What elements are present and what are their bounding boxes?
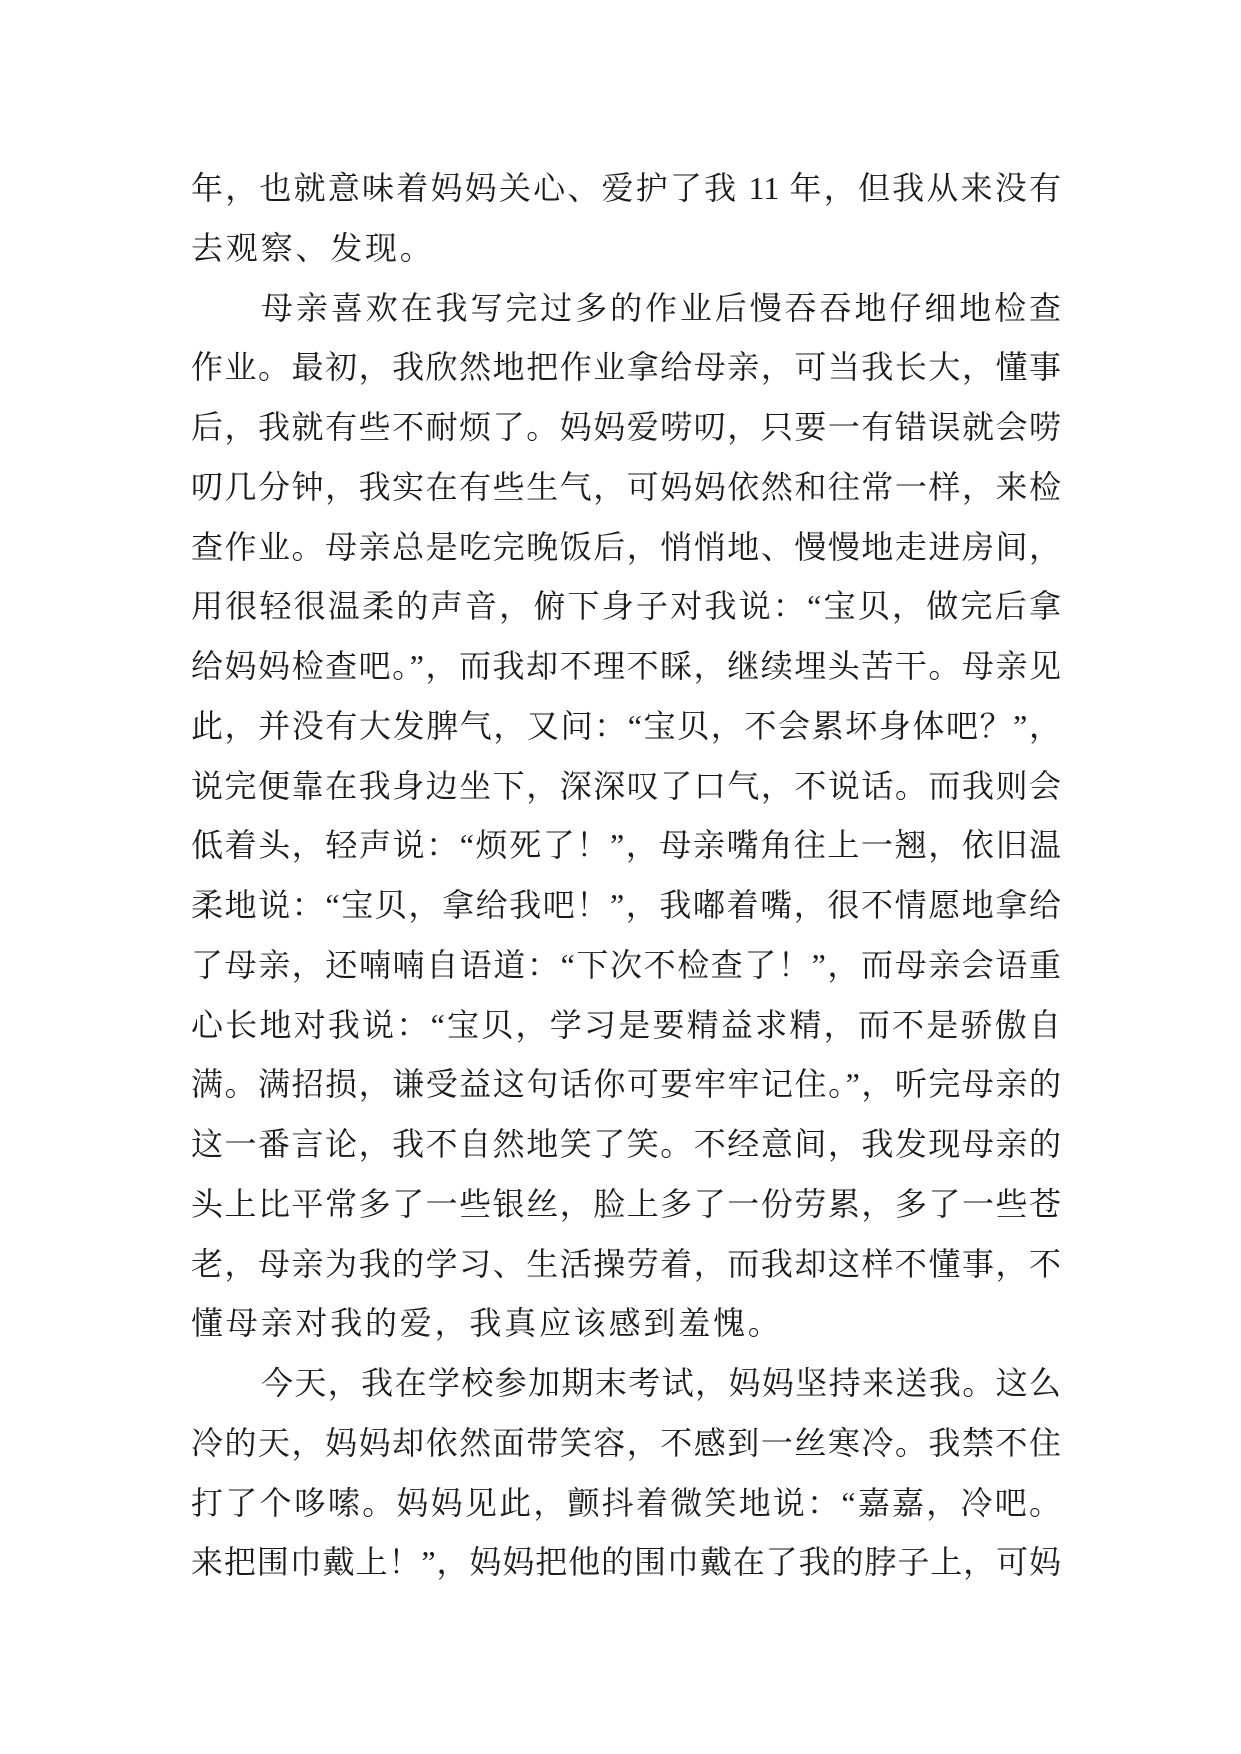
- text-line: 后，我就有些不耐烦了。妈妈爱唠叨，只要一有错误就会唠: [191, 409, 1061, 445]
- text-line: 了母亲，还喃喃自语道：“下次不检查了！”，而母亲会语重: [191, 946, 1061, 983]
- text-line: 老，母亲为我的学习、生活操劳着，而我却这样不懂事，不: [191, 1245, 1061, 1282]
- text-line: 年，也就意味着妈妈关心、爱护了我 11 年，但我从来没有: [191, 170, 1061, 206]
- text-line: 去观察、发现。: [191, 229, 435, 266]
- text-line: 满。满招损，谦受益这句话你可要牢牢记住。”，听完母亲的: [191, 1066, 1061, 1103]
- text-line: 来把围巾戴上！”，妈妈把他的围巾戴在了我的脖子上，可妈: [191, 1544, 1061, 1581]
- text-line: 柔地说：“宝贝，拿给我吧！”，我嘟着嘴，很不情愿地拿给: [191, 887, 1061, 923]
- text-line: 叨几分钟，我实在有些生气，可妈妈依然和往常一样，来检: [191, 468, 1061, 505]
- text-line: 头上比平常多了一些银丝，脸上多了一份劳累，多了一些苍: [191, 1185, 1061, 1222]
- text-line: 母亲喜欢在我写完过多的作业后慢吞吞地仔细地检查: [261, 289, 1061, 326]
- text-line: 作业。最初，我欣然地把作业拿给母亲，可当我长大，懂事: [191, 349, 1061, 386]
- text-line: 心长地对我说：“宝贝，学习是要精益求精，而不是骄傲自: [191, 1006, 1061, 1043]
- text-line: 打了个哆嗦。妈妈见此，颤抖着微笑地说：“嘉嘉，冷吧。: [191, 1484, 1061, 1521]
- text-line: 给妈妈检查吧。”，而我却不理不睬，继续埋头苦干。母亲见: [191, 648, 1061, 684]
- document-body: [191, 159, 1061, 1593]
- paragraph: [191, 159, 1061, 279]
- text-line: 这一番言论，我不自然地笑了笑。不经意间，我发现母亲的: [191, 1126, 1061, 1162]
- text-line: 低着头，轻声说：“烦死了！”，母亲嘴角往上一翘，依旧温: [191, 827, 1061, 864]
- paragraph: [191, 1354, 1061, 1593]
- paragraph: [191, 279, 1061, 1355]
- text-line: 冷的天，妈妈却依然面带笑容，不感到一丝寒冷。我禁不住: [191, 1424, 1061, 1461]
- text-line: 查作业。母亲总是吃完晚饭后，悄悄地、慢慢地走进房间，: [191, 528, 1061, 565]
- text-line: 说完便靠在我身边坐下，深深叹了口气，不说话。而我则会: [191, 767, 1061, 804]
- text-line: 此，并没有大发脾气，又问：“宝贝，不会累坏身体吧？”，: [191, 707, 1061, 744]
- text-line: 今天，我在学校参加期末考试，妈妈坚持来送我。这么: [261, 1365, 1061, 1401]
- text-line: 懂母亲对我的爱，我真应该感到羞愧。: [191, 1305, 783, 1342]
- text-line: 用很轻很温柔的声音，俯下身子对我说：“宝贝，做完后拿: [191, 588, 1061, 625]
